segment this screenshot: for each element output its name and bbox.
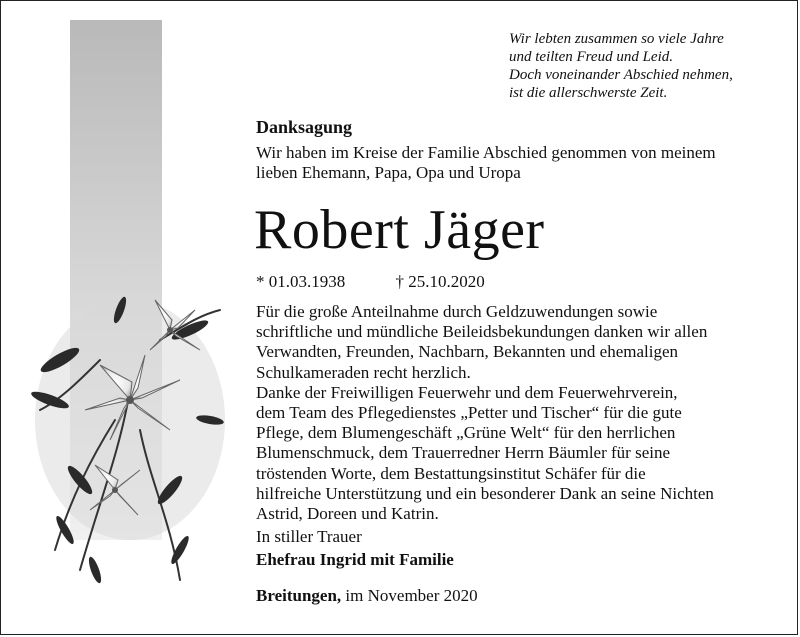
- place-date-line: [256, 586, 478, 606]
- place: Breitungen,: [256, 586, 342, 605]
- intro-line: Wir haben im Kreise der Familie Abschied genommen von meinem: [256, 143, 716, 162]
- date: im November 2020: [345, 586, 478, 605]
- body-line: Für die große Anteilnahme durch Geldzuwendungen sowie: [256, 302, 658, 321]
- body-line: Schulkameraden recht herzlich.: [256, 362, 471, 382]
- body-line: Danke der Freiwilligen Feuerwehr und dem Feuerwehrverein,: [256, 382, 678, 402]
- body-line: hilfreiche Unterstützung und ein besonderer Dank an seine Nichten: [256, 483, 714, 503]
- signature: Ehefrau Ingrid mit Familie: [256, 550, 454, 569]
- intro-line: lieben Ehemann, Papa, Opa und Uropa: [256, 163, 521, 182]
- closing-phrase: In stiller Trauer: [256, 527, 362, 546]
- lily-bouquet-image: [20, 270, 230, 600]
- body-line: Blumenschmuck, dem Trauerredner Herrn Bäumler für seine: [256, 443, 671, 463]
- body-line: tröstenden Worte, dem Bestattungsinstitut Schäfer für die: [256, 463, 646, 483]
- deceased-name: Robert Jäger: [254, 199, 545, 261]
- heading: Danksagung: [256, 117, 353, 137]
- poem-line: ist die allerschwerste Zeit.: [509, 85, 668, 101]
- body-line: schriftliche und mündliche Beileidsbekundungen danken wir allen: [256, 322, 708, 342]
- death-date: † 25.10.2020: [395, 272, 485, 291]
- poem-line: und teilten Freud und Leid.: [509, 49, 674, 65]
- body-line: Pflege, dem Blumengeschäft „Grüne Welt“ für den herrlichen: [256, 423, 676, 443]
- poem-line: Doch voneinander Abschied nehmen,: [509, 67, 733, 83]
- poem: [509, 30, 733, 102]
- body-line: Astrid, Doreen und Katrin.: [256, 504, 439, 524]
- life-dates: [256, 272, 485, 292]
- poem-line: Wir lebten zusammen so viele Jahre: [509, 31, 724, 47]
- body-line: Verwandten, Freunden, Nachbarn, Bekannten und ehemaligen: [256, 342, 679, 362]
- intro-text: [256, 143, 716, 183]
- body-line: dem Team des Pflegedienstes „Petter und Tischer“ für die gute: [256, 403, 682, 423]
- thanks-body: [256, 302, 714, 524]
- birth-date: * 01.03.1938: [256, 272, 346, 291]
